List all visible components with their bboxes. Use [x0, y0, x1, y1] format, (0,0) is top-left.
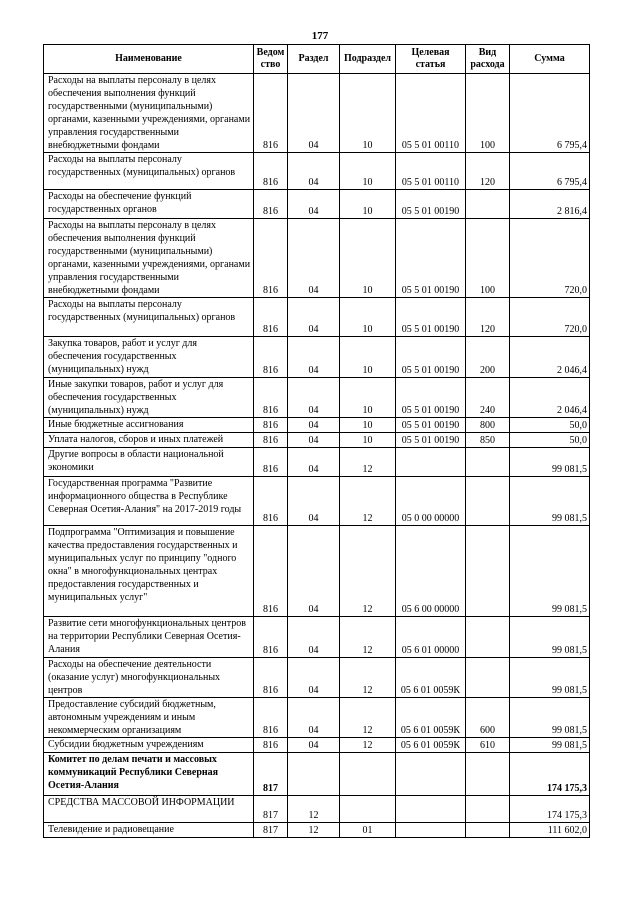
cell-sum: 2 816,4: [510, 190, 590, 219]
cell-type: [466, 617, 510, 658]
cell-section: 12: [288, 796, 340, 823]
cell-name: Расходы на выплаты персоналу государственных (муниципальных) органов: [44, 298, 254, 337]
table-row: [44, 698, 590, 738]
cell-sum: 99 081,5: [510, 448, 590, 477]
cell-name: Развитие сети многофункциональных центров на территории Республики Северная Осетия-Алания: [44, 617, 254, 658]
cell-dept: 816: [254, 698, 288, 738]
cell-target: [396, 823, 466, 838]
cell-type: [466, 658, 510, 698]
cell-sum: 6 795,4: [510, 74, 590, 153]
cell-section: 04: [288, 418, 340, 433]
table-row: [44, 477, 590, 526]
cell-name: Телевидение и радиовещание: [44, 823, 254, 838]
cell-subsection: 10: [340, 190, 396, 219]
cell-section: 04: [288, 298, 340, 337]
cell-sum: 2 046,4: [510, 337, 590, 378]
cell-sum: 6 795,4: [510, 153, 590, 190]
cell-target: 05 5 01 00190: [396, 219, 466, 298]
cell-target: 05 5 01 00190: [396, 190, 466, 219]
header-name: Наименование: [44, 45, 254, 74]
cell-target: [396, 796, 466, 823]
cell-sum: 111 602,0: [510, 823, 590, 838]
cell-dept: 816: [254, 74, 288, 153]
cell-name: Расходы на обеспечение деятельности (оказание услуг) многофункциональных центров: [44, 658, 254, 698]
cell-name: Расходы на выплаты персоналу в целях обеспечения выполнения функций государственными (муниципальными) органами, казенными учреждениями, органами управления государственными внебюджетными фондами: [44, 74, 254, 153]
header-row: [44, 45, 590, 74]
cell-type: 240: [466, 378, 510, 418]
cell-dept: 816: [254, 526, 288, 617]
cell-subsection: 10: [340, 219, 396, 298]
table-row: [44, 190, 590, 219]
cell-section: 04: [288, 74, 340, 153]
cell-type: [466, 796, 510, 823]
cell-name: Закупка товаров, работ и услуг для обеспечения государственных (муниципальных) нужд: [44, 337, 254, 378]
cell-sum: 50,0: [510, 418, 590, 433]
cell-type: [466, 190, 510, 219]
cell-type: [466, 823, 510, 838]
cell-section: 12: [288, 823, 340, 838]
cell-target: 05 6 00 00000: [396, 526, 466, 617]
cell-dept: 816: [254, 617, 288, 658]
cell-name: Государственная программа "Развитие информационного общества в Республике Северная Осетия-Алания" на 2017-2019 годы: [44, 477, 254, 526]
cell-subsection: 10: [340, 378, 396, 418]
cell-section: 04: [288, 698, 340, 738]
cell-section: 04: [288, 738, 340, 753]
cell-subsection: 12: [340, 617, 396, 658]
header-subsection: Подраздел: [340, 45, 396, 74]
cell-target: [396, 448, 466, 477]
cell-name: СРЕДСТВА МАССОВОЙ ИНФОРМАЦИИ: [44, 796, 254, 823]
cell-sum: 174 175,3: [510, 753, 590, 796]
cell-section: 04: [288, 477, 340, 526]
cell-sum: 99 081,5: [510, 526, 590, 617]
cell-sum: 174 175,3: [510, 796, 590, 823]
cell-subsection: 12: [340, 526, 396, 617]
table-row: [44, 433, 590, 448]
expenditure-table: [43, 44, 590, 838]
cell-dept: 817: [254, 823, 288, 838]
page-number: 177: [311, 30, 329, 42]
table-row: [44, 298, 590, 337]
cell-type: 120: [466, 298, 510, 337]
cell-subsection: 12: [340, 477, 396, 526]
cell-type: 120: [466, 153, 510, 190]
cell-subsection: [340, 753, 396, 796]
cell-target: [396, 753, 466, 796]
cell-type: 100: [466, 219, 510, 298]
table-row: [44, 617, 590, 658]
cell-type: 800: [466, 418, 510, 433]
cell-subsection: 10: [340, 337, 396, 378]
cell-dept: 816: [254, 658, 288, 698]
cell-subsection: 12: [340, 698, 396, 738]
cell-dept: 816: [254, 418, 288, 433]
cell-type: 100: [466, 74, 510, 153]
cell-section: 04: [288, 378, 340, 418]
cell-name: Комитет по делам печати и массовых коммуникаций Республики Северная Осетия-Алания: [44, 753, 254, 796]
cell-name: Уплата налогов, сборов и иных платежей: [44, 433, 254, 448]
cell-section: 04: [288, 190, 340, 219]
header-sum: Сумма: [510, 45, 590, 74]
cell-target: 05 5 01 00190: [396, 378, 466, 418]
header-type: Вид расхода: [466, 45, 510, 74]
cell-dept: 816: [254, 298, 288, 337]
cell-name: Расходы на выплаты персоналу государственных (муниципальных) органов: [44, 153, 254, 190]
table-row: [44, 823, 590, 838]
cell-dept: 816: [254, 448, 288, 477]
cell-target: 05 0 00 00000: [396, 477, 466, 526]
table-row: [44, 658, 590, 698]
cell-dept: 816: [254, 153, 288, 190]
cell-target: 05 5 01 00110: [396, 74, 466, 153]
table-row: [44, 753, 590, 796]
cell-subsection: [340, 796, 396, 823]
header-target: Целевая статья: [396, 45, 466, 74]
cell-section: 04: [288, 433, 340, 448]
header-section: Раздел: [288, 45, 340, 74]
cell-target: 05 5 01 00190: [396, 418, 466, 433]
cell-target: 05 6 01 00000: [396, 617, 466, 658]
cell-name: Иные закупки товаров, работ и услуг для обеспечения государственных (муниципальных) нужд: [44, 378, 254, 418]
cell-target: 05 6 01 0059К: [396, 698, 466, 738]
cell-subsection: 12: [340, 448, 396, 477]
cell-sum: 720,0: [510, 298, 590, 337]
cell-section: 04: [288, 219, 340, 298]
cell-target: 05 5 01 00110: [396, 153, 466, 190]
table-row: [44, 448, 590, 477]
cell-type: 610: [466, 738, 510, 753]
cell-type: 850: [466, 433, 510, 448]
cell-section: [288, 753, 340, 796]
cell-type: [466, 526, 510, 617]
cell-dept: 816: [254, 337, 288, 378]
cell-type: [466, 477, 510, 526]
cell-dept: 816: [254, 433, 288, 448]
table-row: [44, 153, 590, 190]
cell-name: Подпрограмма "Оптимизация и повышение качества предоставления государственных и муниципальных услуг по принципу "одного окна" в многофункциональных центрах предоставления государственных и муниципальных услуг": [44, 526, 254, 617]
cell-dept: 817: [254, 753, 288, 796]
cell-section: 04: [288, 526, 340, 617]
cell-section: 04: [288, 617, 340, 658]
cell-name: Предоставление субсидий бюджетным, автономным учреждениям и иным некоммерческим организациям: [44, 698, 254, 738]
cell-subsection: 12: [340, 738, 396, 753]
cell-sum: 99 081,5: [510, 698, 590, 738]
cell-subsection: 12: [340, 658, 396, 698]
cell-type: [466, 448, 510, 477]
table-row: [44, 796, 590, 823]
table-row: [44, 418, 590, 433]
cell-name: Расходы на обеспечение функций государственных органов: [44, 190, 254, 219]
cell-sum: 99 081,5: [510, 477, 590, 526]
cell-subsection: 10: [340, 153, 396, 190]
cell-name: Иные бюджетные ассигнования: [44, 418, 254, 433]
cell-type: 600: [466, 698, 510, 738]
cell-subsection: 10: [340, 418, 396, 433]
cell-type: 200: [466, 337, 510, 378]
cell-dept: 816: [254, 738, 288, 753]
cell-sum: 99 081,5: [510, 658, 590, 698]
cell-sum: 720,0: [510, 219, 590, 298]
cell-sum: 99 081,5: [510, 738, 590, 753]
cell-section: 04: [288, 658, 340, 698]
cell-dept: 816: [254, 190, 288, 219]
table-row: [44, 378, 590, 418]
cell-name: Расходы на выплаты персоналу в целях обеспечения выполнения функций государственными (муниципальными) органами, казенными учреждениями, органами управления государственными внебюджетными фондами: [44, 219, 254, 298]
cell-sum: 2 046,4: [510, 378, 590, 418]
cell-section: 04: [288, 153, 340, 190]
cell-dept: 816: [254, 378, 288, 418]
table-body: [44, 74, 590, 838]
cell-subsection: 01: [340, 823, 396, 838]
cell-sum: 50,0: [510, 433, 590, 448]
cell-target: 05 5 01 00190: [396, 337, 466, 378]
cell-subsection: 10: [340, 74, 396, 153]
cell-name: Субсидии бюджетным учреждениям: [44, 738, 254, 753]
cell-name: Другие вопросы в области национальной экономики: [44, 448, 254, 477]
cell-type: [466, 753, 510, 796]
cell-subsection: 10: [340, 433, 396, 448]
cell-target: 05 6 01 0059К: [396, 738, 466, 753]
cell-target: 05 6 01 0059К: [396, 658, 466, 698]
table-row: [44, 526, 590, 617]
cell-section: 04: [288, 337, 340, 378]
cell-subsection: 10: [340, 298, 396, 337]
cell-dept: 817: [254, 796, 288, 823]
table-row: [44, 337, 590, 378]
table-row: [44, 219, 590, 298]
cell-section: 04: [288, 448, 340, 477]
cell-dept: 816: [254, 219, 288, 298]
cell-target: 05 5 01 00190: [396, 298, 466, 337]
table-row: [44, 74, 590, 153]
cell-dept: 816: [254, 477, 288, 526]
table-row: [44, 738, 590, 753]
cell-target: 05 5 01 00190: [396, 433, 466, 448]
header-dept: Ведом ство: [254, 45, 288, 74]
cell-sum: 99 081,5: [510, 617, 590, 658]
